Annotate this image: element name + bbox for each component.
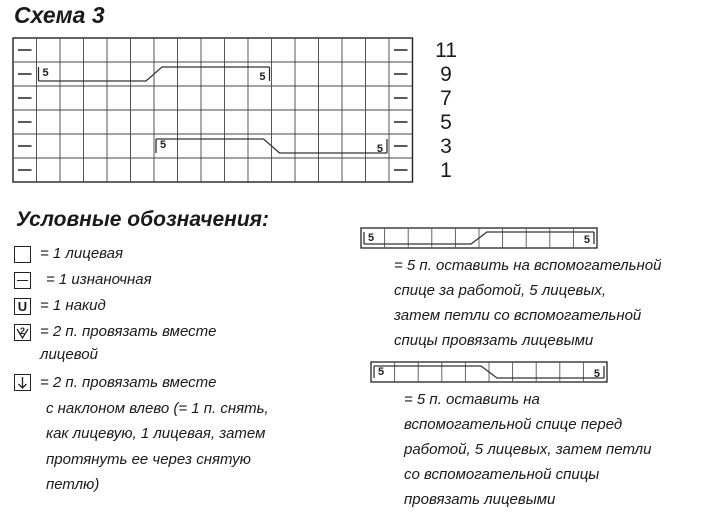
row-number-5: 5: [440, 111, 452, 134]
legend-k2tog-text-2: лицевой: [40, 346, 98, 363]
knit-stitch-icon: [14, 246, 31, 263]
cable-right-text-1: = 5 п. оставить на вспомогательной: [394, 257, 662, 274]
ssk-arrow-icon: [15, 375, 30, 390]
row-number-7: 7: [440, 87, 452, 110]
row-number-9: 9: [440, 63, 452, 86]
mini-cable-label-right: 5: [583, 234, 590, 246]
mini-cable-label-left: 5: [368, 232, 375, 244]
chart-title: Схема 3: [14, 2, 105, 28]
purl-stitch-icon: [14, 272, 31, 289]
svg-text:2: 2: [19, 326, 26, 336]
legend-title: Условные обозначения:: [16, 208, 270, 231]
knitting-chart: [0, 0, 712, 200]
k2tog-arrow-icon: [15, 325, 30, 340]
legend-knit-text: = 1 лицевая: [40, 245, 124, 262]
legend-ssk-text-4: протянуть ее через снятую: [46, 451, 251, 468]
mini-cable-label-left: 5: [378, 366, 385, 378]
chart-cables: [39, 67, 388, 155]
row-number-3: 3: [440, 135, 452, 158]
yarn-over-icon: U: [14, 298, 31, 315]
chart-grid: [13, 38, 413, 182]
cable-right-cross-icon: [360, 226, 600, 250]
legend-yo-text: = 1 накид: [40, 297, 106, 314]
legend-ssk-text-5: петлю): [46, 476, 100, 493]
legend-k2tog-text-1: = 2 п. провязать вместе: [40, 323, 217, 340]
row-number-11: 11: [435, 39, 457, 62]
cable-bottom-label-right: 5: [376, 143, 383, 155]
cable-left-text-2: вспомогательной спице перед: [404, 416, 623, 433]
legend-ssk-text-1: = 2 п. провязать вместе: [40, 374, 217, 391]
legend-ssk-text-3: как лицевую, 1 лицевая, затем: [46, 425, 266, 442]
cable-right-text-4: спицы провязать лицевыми: [394, 332, 594, 349]
legend-ssk-text-2: с наклоном влево (= 1 п. снять,: [46, 400, 269, 417]
row-number-1: 1: [440, 159, 452, 182]
ssk-icon: [14, 374, 31, 391]
cable-left-text-3: работой, 5 лицевых, затем петли: [404, 441, 652, 458]
cable-top-label-left: 5: [42, 67, 49, 79]
cable-left-text-1: = 5 п. оставить на: [404, 391, 540, 408]
cable-left-cross-icon: [370, 360, 610, 384]
k2tog-icon: [14, 324, 31, 341]
cable-left-text-5: провязать лицевыми: [404, 491, 556, 508]
cable-right-text-3: затем петли со вспомогательной: [394, 307, 642, 324]
cable-left-text-4: со вспомогательной спицы: [404, 466, 600, 483]
mini-cable-label-right: 5: [593, 368, 600, 380]
cable-top-label-right: 5: [259, 71, 266, 83]
cable-bottom-label-left: 5: [160, 139, 167, 151]
cable-right-text-2: спице за работой, 5 лицевых,: [394, 282, 607, 299]
legend-purl-text: = 1 изнаночная: [46, 271, 152, 288]
